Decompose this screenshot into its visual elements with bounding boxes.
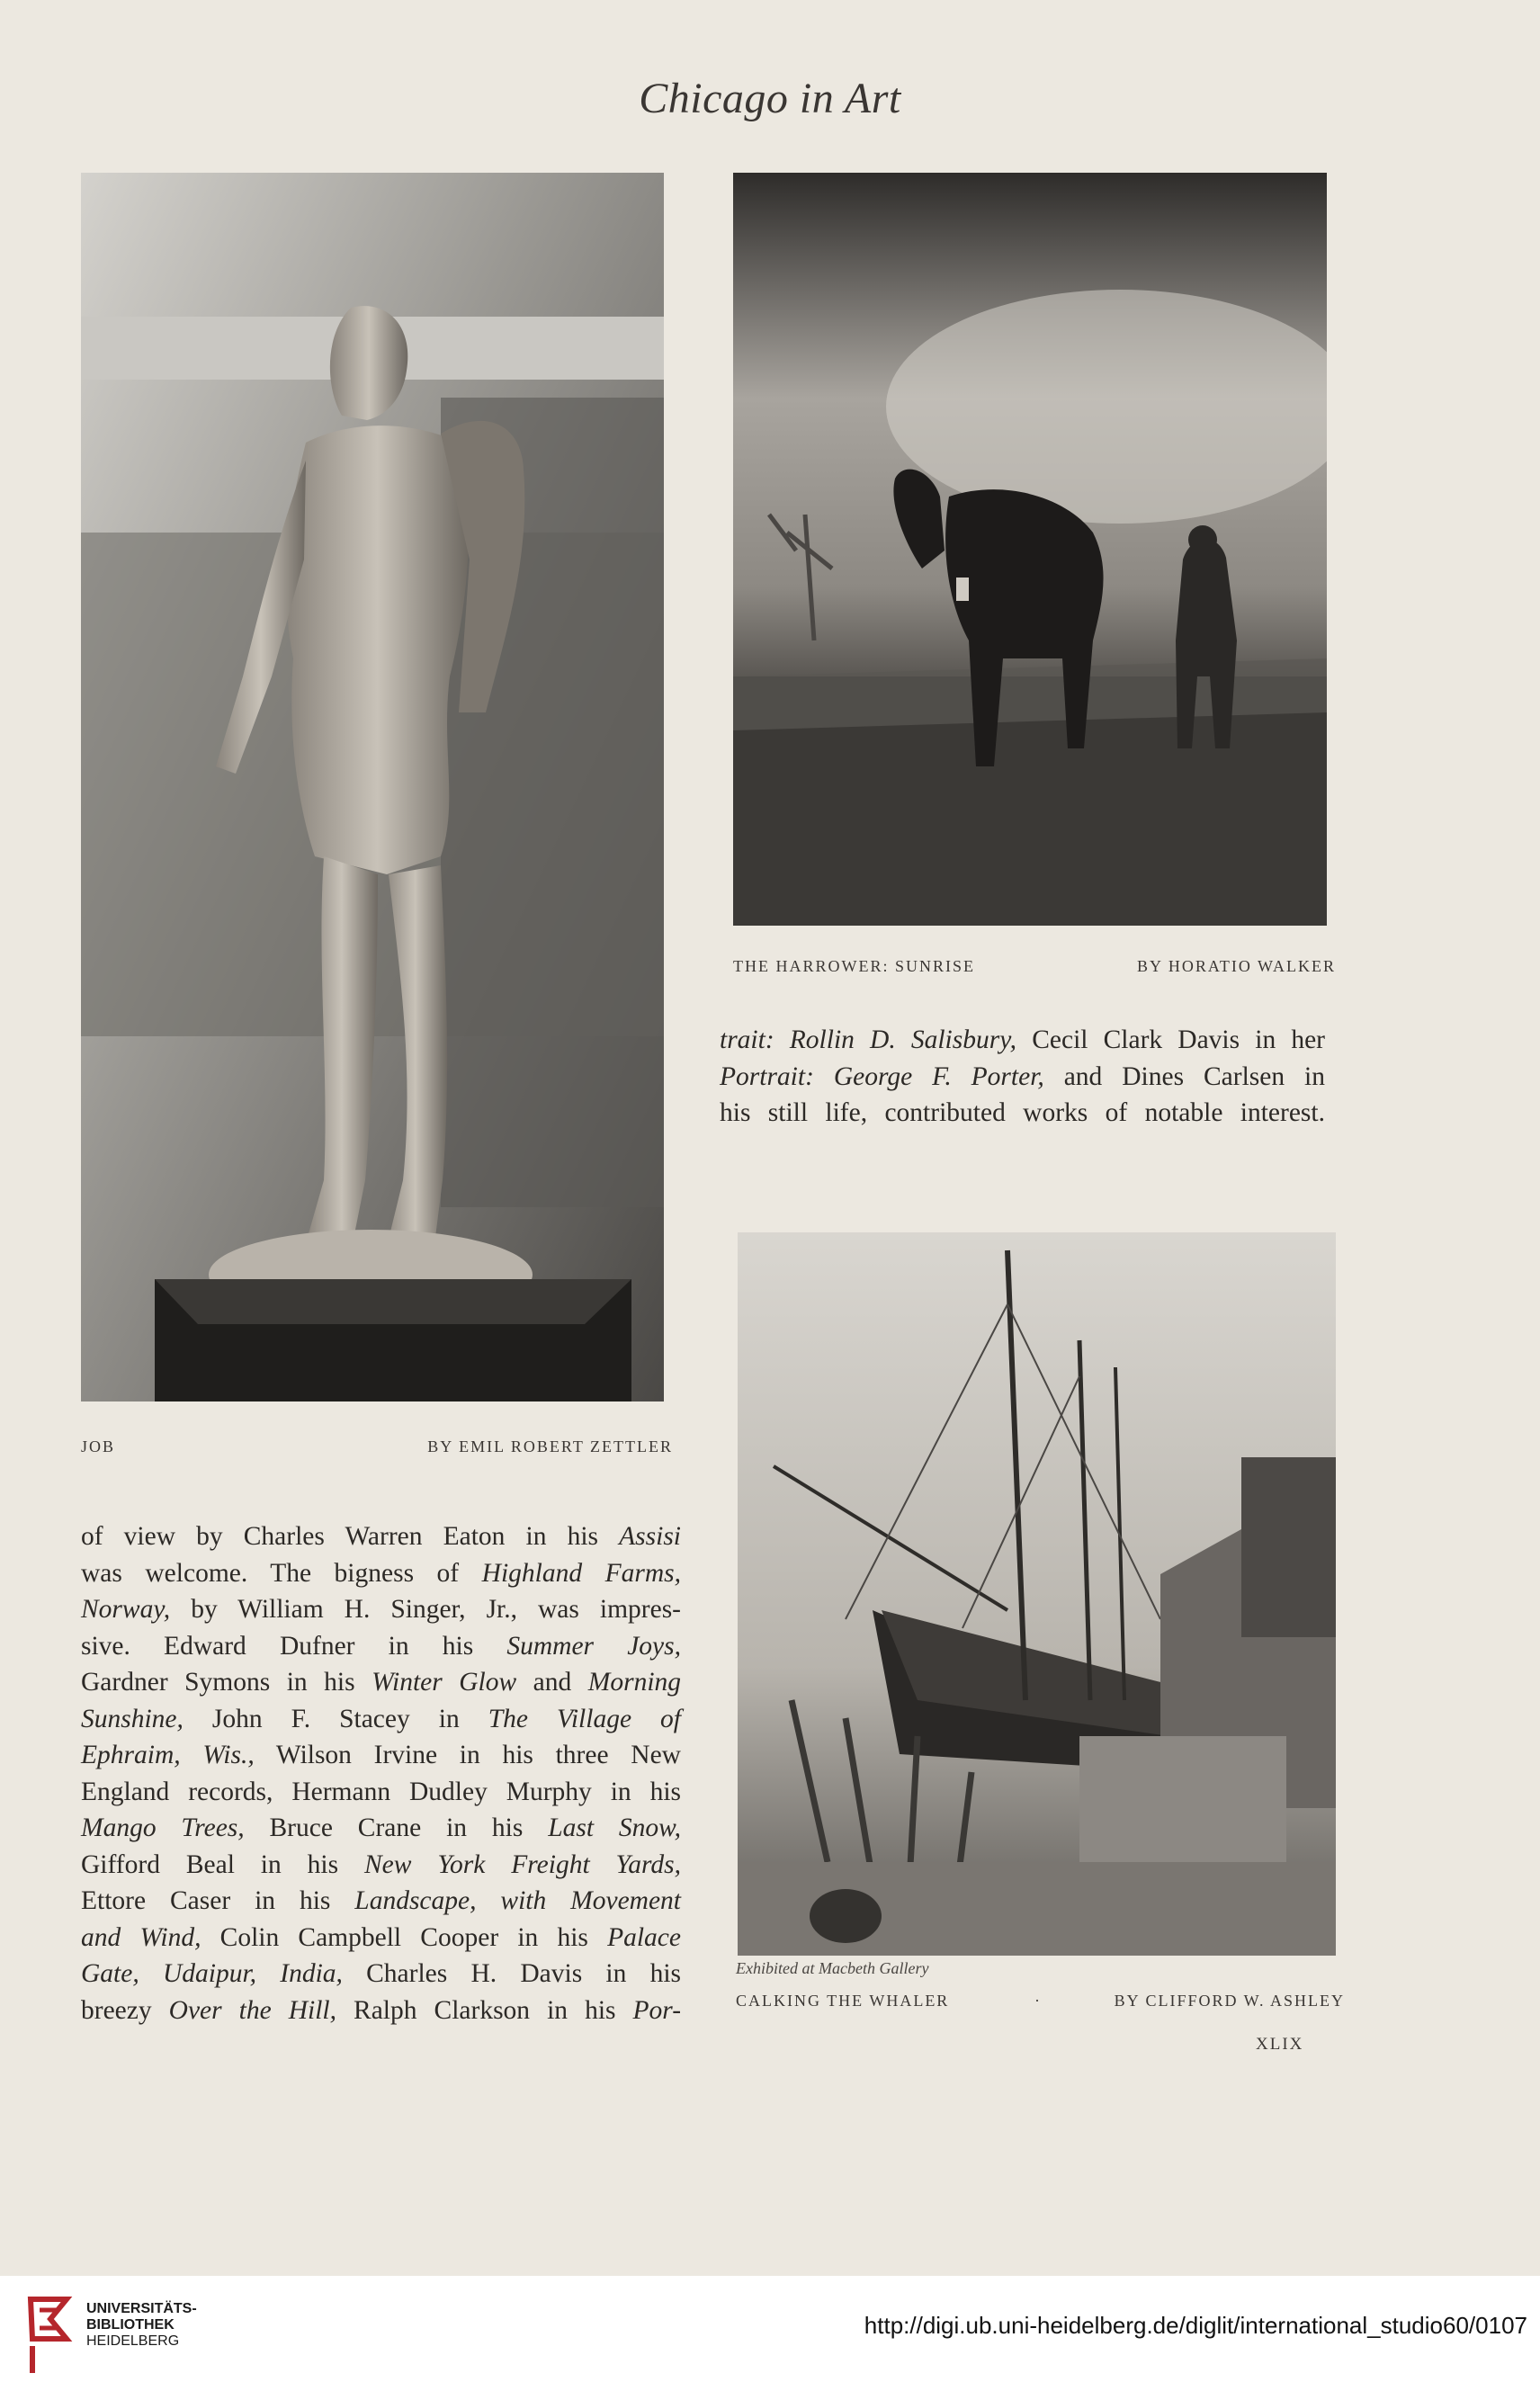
library-logo-icon[interactable]	[23, 2292, 79, 2377]
source-url-link[interactable]: http://digi.ub.uni-heidelberg.de/diglit/international_studio60/0107	[864, 2312, 1527, 2339]
text-line: Ettore Caser in his Landscape, with Movement	[81, 1886, 682, 1915]
text-line: Gifford Beal in his New York Freight Yards,	[81, 1849, 681, 1879]
caption-harrower-artist: BY HORATIO WALKER	[1137, 957, 1336, 975]
library-name-line-3: HEIDELBERG	[86, 2333, 180, 2349]
caption-whaler-title: CALKING THE WHALER	[736, 1992, 950, 2010]
plate-job-sculpture	[81, 173, 664, 1401]
caption-job-artist: BY EMIL ROBERT ZETTLER	[427, 1437, 673, 1455]
text-line: England records, Hermann Dudley Murphy in his	[81, 1777, 681, 1806]
text-line: his still life, contributed works of notable interest.	[720, 1098, 1325, 1127]
plate-calking-the-whaler	[738, 1232, 1336, 1956]
plate-the-harrower	[733, 173, 1327, 926]
text-line: was welcome. The bigness of Highland Farms,	[81, 1558, 681, 1588]
running-head: Chicago in Art	[639, 75, 901, 122]
sculpture-photo	[81, 173, 664, 1401]
text-line: Portrait: George F. Porter, and Dines Carlsen in	[720, 1061, 1325, 1091]
page-folio: XLIX	[1256, 2035, 1304, 2054]
whaler-painting	[738, 1232, 1336, 1956]
text-line: of view by Charles Warren Eaton in his Assisi	[81, 1522, 681, 1551]
left-column-text	[81, 1518, 681, 2028]
text-line: Mango Trees, Bruce Crane in his Last Snow,	[81, 1813, 681, 1842]
text-line: Gate, Udaipur, India, Charles H. Davis in his	[81, 1959, 681, 1988]
caption-whaler-separator: ·	[1034, 1992, 1042, 2010]
text-line: and Wind, Colin Campbell Cooper in his Palace	[81, 1922, 681, 1952]
caption-job-title: JOB	[81, 1437, 116, 1455]
caption-whaler-artist: BY CLIFFORD W. ASHLEY	[1114, 1992, 1345, 2010]
text-line: trait: Rollin D. Salisbury, Cecil Clark Davis in her	[720, 1025, 1326, 1054]
text-line: breezy Over the Hill, Ralph Clarkson in his Por-	[81, 1995, 682, 2025]
library-name-line-2: BIBLIOTHEK	[86, 2317, 175, 2333]
caption-harrower-title: THE HARROWER: SUNRISE	[733, 957, 976, 975]
text-line: Sunshine, John F. Stacey in The Village of	[81, 1704, 681, 1733]
right-column-text	[720, 1022, 1325, 1132]
text-line: Ephraim, Wis., Wilson Irvine in his three New	[81, 1741, 681, 1769]
harrower-painting	[733, 173, 1327, 926]
text-line: Gardner Symons in his Winter Glow and Morning	[81, 1668, 682, 1697]
whaler-exhibition-credit: Exhibited at Macbeth Gallery	[736, 1959, 929, 1977]
text-line: sive. Edward Dufner in his Summer Joys,	[81, 1631, 681, 1661]
text-line: Norway, by William H. Singer, Jr., was impres-	[81, 1595, 681, 1624]
library-name-line-1: UNIVERSITÄTS-	[86, 2301, 197, 2316]
